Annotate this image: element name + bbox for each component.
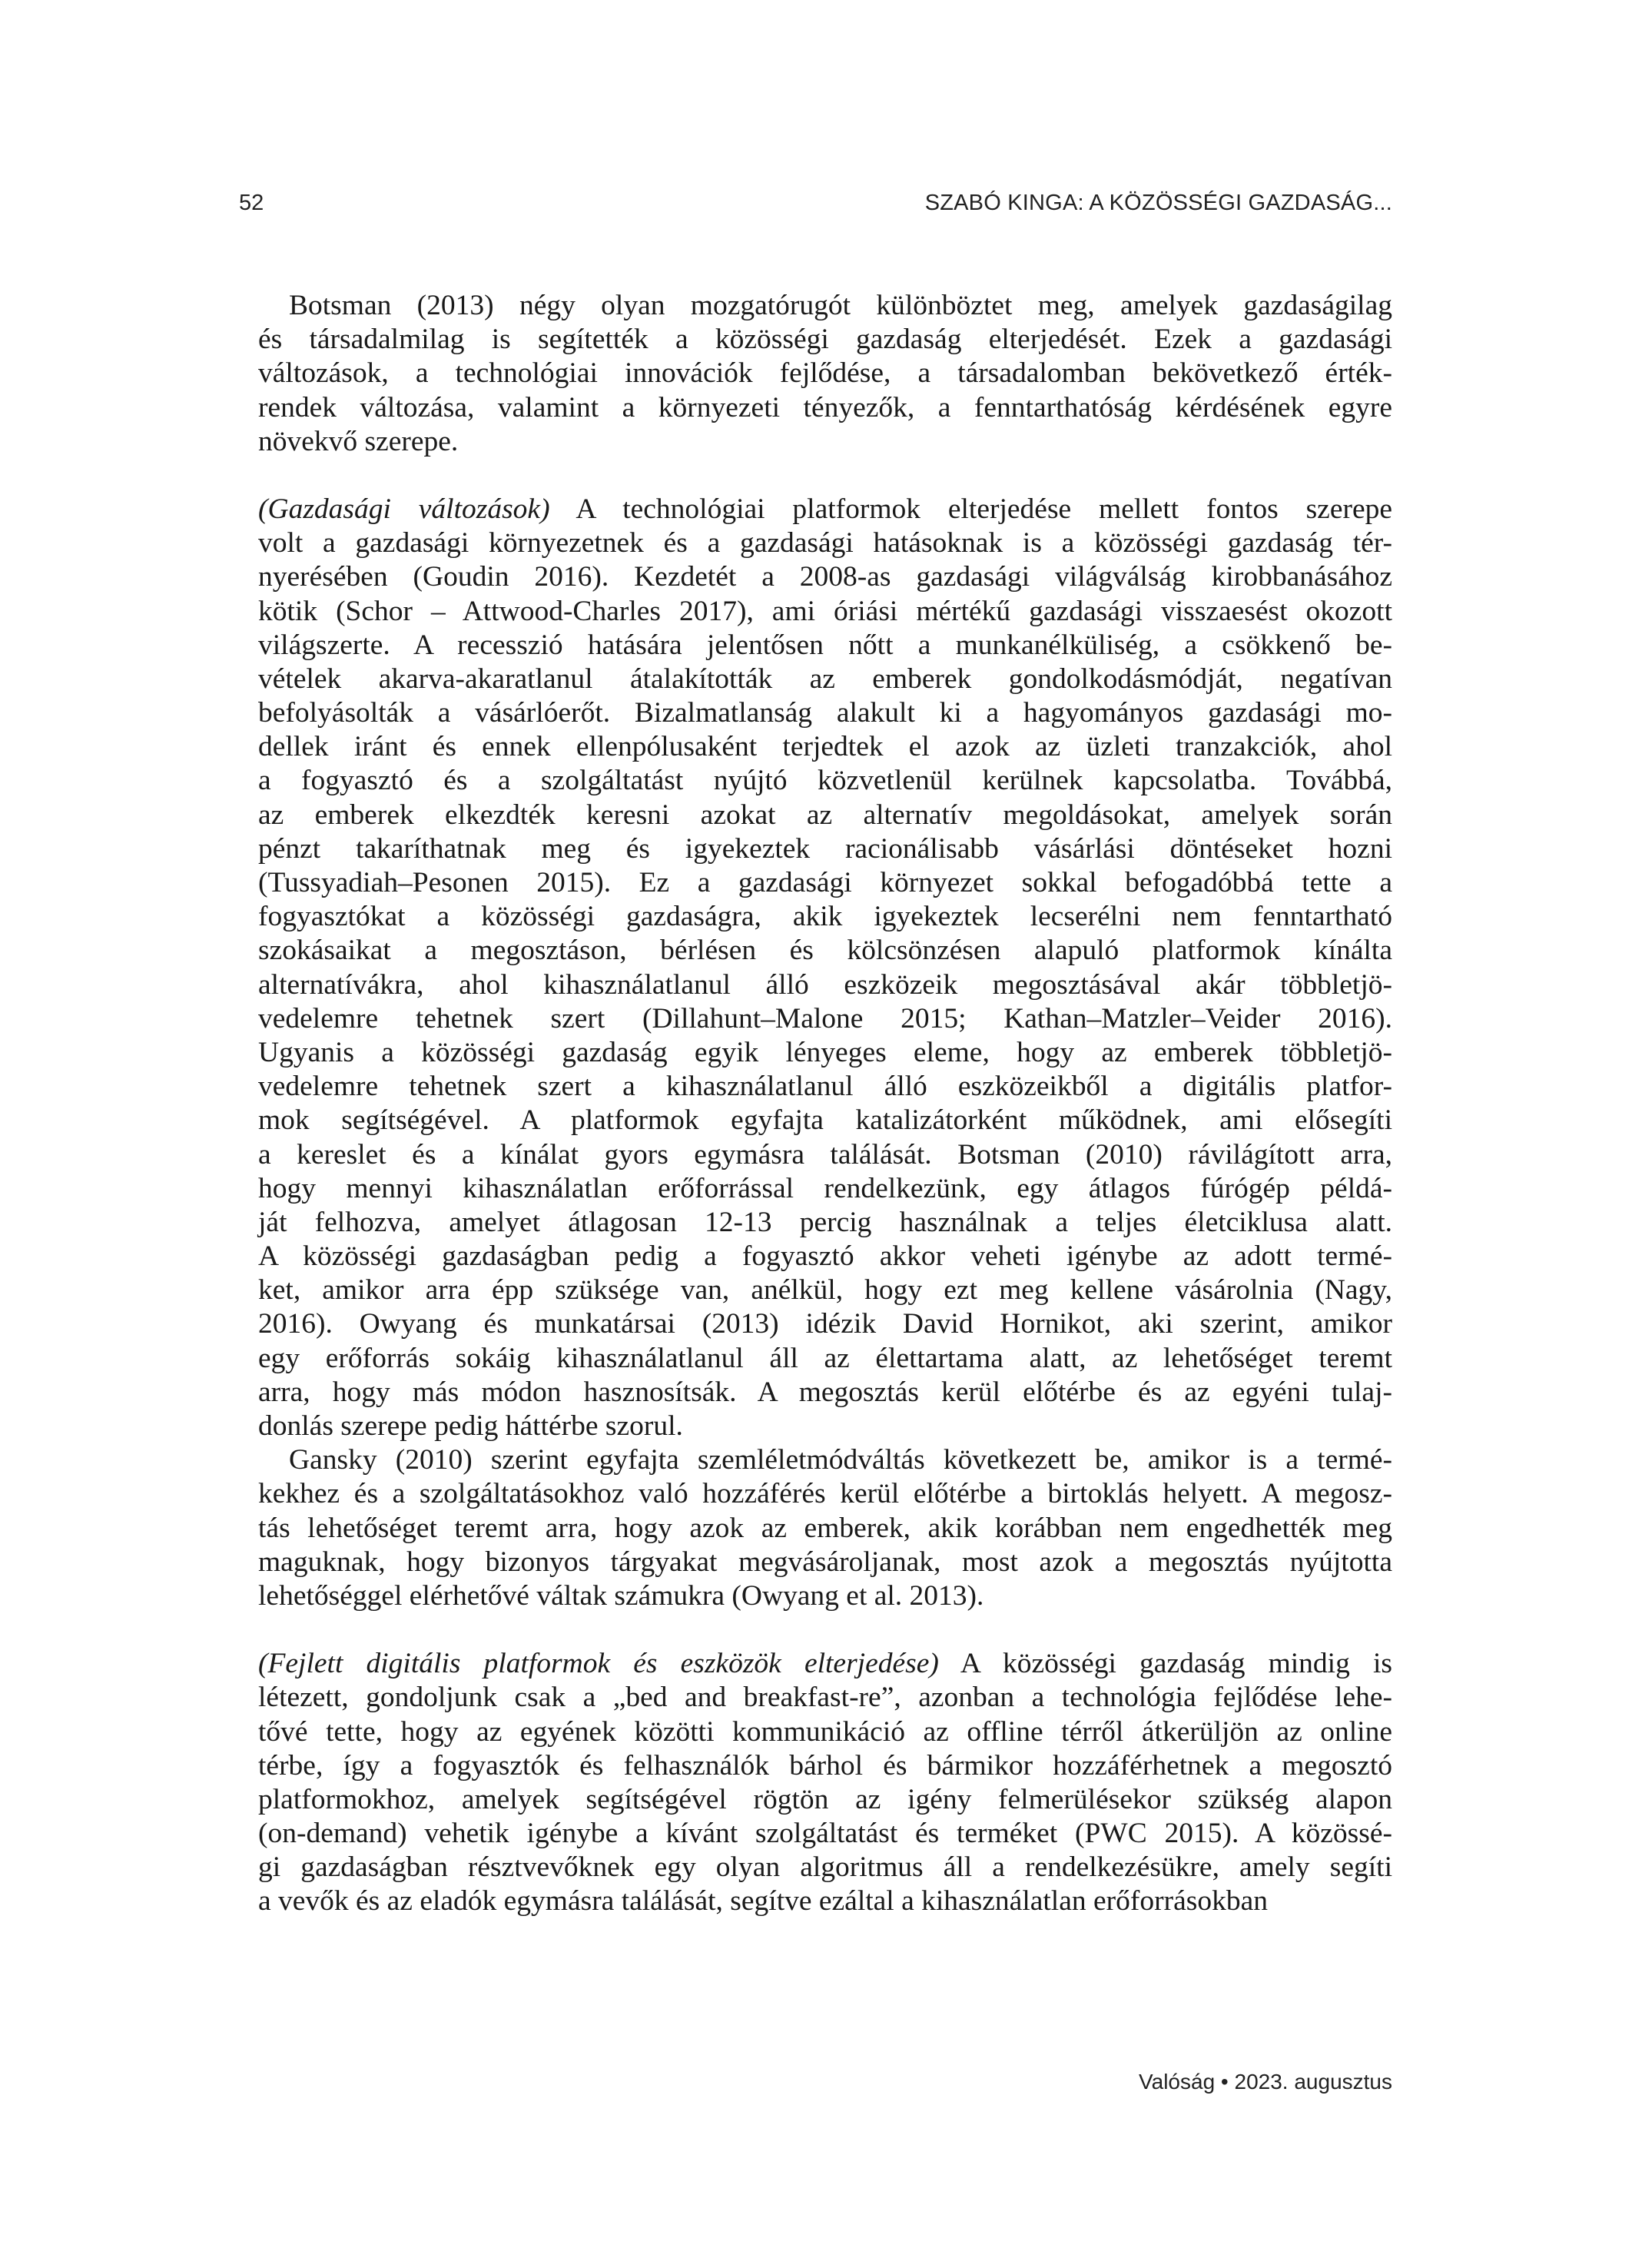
text-line bbox=[258, 1512, 1392, 1546]
page-number: 52 bbox=[239, 191, 264, 215]
line-text: a fogyasztó és a szolgáltatást nyújtó közvetlenül kerülnek kapcsolatba. Továbbá, bbox=[258, 765, 1392, 797]
text-line bbox=[258, 1206, 1392, 1240]
text-line bbox=[258, 1647, 1392, 1681]
line-text: egy erőforrás sokáig kihasználatlanul áll az élettartama alatt, az lehetőséget teremt bbox=[258, 1342, 1392, 1374]
text-line bbox=[258, 1273, 1392, 1307]
paragraph bbox=[258, 1647, 1392, 1919]
paragraph bbox=[258, 1443, 1392, 1613]
text-line bbox=[258, 1036, 1392, 1070]
text-line bbox=[258, 323, 1392, 357]
line-text: fogyasztókat a közösségi gazdaságra, akik igyekeztek lecserélni nem fenntartható bbox=[258, 901, 1392, 933]
line-text: vedelemre tehetnek szert (Dillahunt–Malone 2015; Kathan–Matzler–Veider 2016). bbox=[258, 1002, 1392, 1034]
text-line bbox=[258, 357, 1392, 390]
text-line bbox=[258, 968, 1392, 1002]
line-text: tővé tette, hogy az egyének közötti kommunikáció az offline térről átkerüljön az online bbox=[258, 1715, 1392, 1748]
line-text: A közösségi gazdaság mindig is bbox=[938, 1648, 1392, 1680]
line-text: 2016). Owyang és munkatársai (2013) idézik David Hornikot, aki szerint, amikor bbox=[258, 1308, 1392, 1340]
line-text: platformokhoz, amelyek segítségével rögtön az igény felmerülésekor szükség alapon bbox=[258, 1783, 1392, 1815]
line-text: (Tussyadiah–Pesonen 2015). Ez a gazdasági környezet sokkal befogadóbbá tette a bbox=[258, 867, 1392, 898]
text-line bbox=[258, 1817, 1392, 1851]
text-line bbox=[258, 1138, 1392, 1172]
article-body bbox=[258, 289, 1392, 1919]
paragraph bbox=[258, 289, 1392, 459]
line-text: ket, amikor arra épp szüksége van, anélkül, hogy ezt meg kellene vásárolnia (Nagy, bbox=[258, 1274, 1392, 1307]
section-lead-italic: (Fejlett digitális platformok és eszközök elterjedése) bbox=[258, 1648, 939, 1680]
text-line bbox=[258, 629, 1392, 662]
text-line bbox=[258, 1172, 1392, 1206]
text-line bbox=[258, 289, 1392, 323]
line-text: mok segítségével. A platformok egyfajta katalizátorként működnek, ami elősegíti bbox=[258, 1104, 1392, 1137]
paragraph bbox=[258, 493, 1392, 1443]
text-line bbox=[258, 1851, 1392, 1884]
text-line bbox=[258, 1104, 1392, 1137]
line-text: és társadalmilag is segítették a közösségi gazdaság elterjedését. Ezek a gazdasági bbox=[258, 324, 1392, 356]
line-text: befolyásolták a vásárlóerőt. Bizalmatlanság alakult ki a hagyományos gazdasági mo- bbox=[258, 697, 1392, 729]
text-line bbox=[258, 1376, 1392, 1410]
line-text: a vevők és az eladók egymásra találását, segítve ezáltal a kihasználatlan erőforrásokban bbox=[258, 1885, 1268, 1918]
line-text: vedelemre tehetnek szert a kihasználatlanul álló eszközeikből a digitális platfor- bbox=[258, 1071, 1392, 1103]
text-line bbox=[258, 1884, 1392, 1918]
line-text: világszerte. A recesszió hatására jelentősen nőtt a munkanélküliség, a csökkenő be- bbox=[258, 629, 1392, 661]
line-text: maguknak, hogy bizonyos tárgyakat megvásároljanak, most azok a megosztás nyújtotta bbox=[258, 1546, 1392, 1578]
text-line bbox=[258, 1546, 1392, 1579]
text-line bbox=[258, 662, 1392, 696]
line-text: Gansky (2010) szerint egyfajta szemléletmódváltás következett be, amikor is a termé- bbox=[289, 1444, 1392, 1476]
line-text: szokásaikat a megosztáson, bérlésen és kölcsönzésen alapuló platformok kínálta bbox=[258, 935, 1392, 967]
text-line bbox=[258, 866, 1392, 900]
text-line bbox=[258, 425, 1392, 459]
text-line bbox=[258, 1410, 1392, 1443]
line-text: donlás szerepe pedig háttérbe szorul. bbox=[258, 1410, 683, 1442]
text-line bbox=[258, 696, 1392, 730]
line-text: kötik (Schor – Attwood-Charles 2017), ami óriási mértékű gazdasági visszaesést okozott bbox=[258, 595, 1392, 627]
line-text: (on-demand) vehetik igénybe a kívánt szolgáltatást és terméket (PWC 2015). A közössé- bbox=[258, 1818, 1392, 1850]
line-text: nyerésében (Goudin 2016). Kezdetét a 2008-as gazdasági világválság kirobbanásához bbox=[258, 561, 1392, 593]
text-line bbox=[258, 1443, 1392, 1477]
text-line bbox=[258, 595, 1392, 629]
text-line bbox=[258, 1579, 1392, 1613]
line-text: alternatívákra, ahol kihasználatlanul álló eszközeik megosztásával akár többletjö- bbox=[258, 968, 1392, 1001]
text-line bbox=[258, 1307, 1392, 1341]
section-lead-italic: (Gazdasági változások) bbox=[258, 493, 550, 525]
page-header bbox=[239, 191, 1392, 221]
line-text: gi gazdaságban résztvevőknek egy olyan algoritmus áll a rendelkezésükre, amely segíti bbox=[258, 1851, 1392, 1884]
text-line bbox=[258, 832, 1392, 866]
text-line bbox=[258, 526, 1392, 560]
text-line bbox=[258, 1070, 1392, 1104]
line-text: volt a gazdasági környezetnek és a gazdasági hatásoknak is a közösségi gazdaság tér- bbox=[258, 527, 1392, 560]
text-line bbox=[258, 934, 1392, 968]
line-text: Ugyanis a közösségi gazdaság egyik lényeges eleme, hogy az emberek többletjö- bbox=[258, 1036, 1392, 1068]
text-line bbox=[258, 730, 1392, 764]
text-line bbox=[258, 560, 1392, 594]
page-footer: Valóság • 2023. augusztus bbox=[1139, 2070, 1392, 2094]
line-text: rendek változása, valamint a környezeti tényezők, a fenntarthatóság kérdésének egyre bbox=[258, 391, 1392, 423]
text-line bbox=[258, 1477, 1392, 1511]
line-text: hogy mennyi kihasználatlan erőforrással rendelkezünk, egy átlagos fúrógép példá- bbox=[258, 1172, 1392, 1204]
line-text: lehetőséggel elérhetővé váltak számukra (Owyang et al. 2013). bbox=[258, 1579, 984, 1612]
line-text: tás lehetőséget teremt arra, hogy azok az emberek, akik korábban nem engedhették meg bbox=[258, 1512, 1392, 1544]
text-line bbox=[258, 900, 1392, 934]
line-text: kekhez és a szolgáltatásokhoz való hozzáférés kerül előtérbe a birtoklás helyett. A megosz- bbox=[258, 1478, 1392, 1510]
running-title: SZABÓ KINGA: A KÖZÖSSÉGI GAZDASÁG... bbox=[924, 191, 1392, 215]
line-text: dellek iránt és ennek ellenpólusaként terjedtek el azok az üzleti tranzakciók, ahol bbox=[258, 731, 1392, 763]
line-text: A közösségi gazdaságban pedig a fogyasztó akkor veheti igénybe az adott termé- bbox=[258, 1240, 1392, 1273]
line-text: növekvő szerepe. bbox=[258, 425, 459, 457]
text-line bbox=[258, 493, 1392, 526]
text-line bbox=[258, 799, 1392, 832]
line-text: arra, hogy más módon hasznosítsák. A megosztás kerül előtérbe és az egyéni tulaj- bbox=[258, 1376, 1392, 1408]
line-text: a kereslet és a kínálat gyors egymásra találását. Botsman (2010) rávilágított arra, bbox=[258, 1138, 1392, 1171]
line-text: A technológiai platformok elterjedése mellett fontos szerepe bbox=[549, 493, 1392, 525]
line-text: vételek akarva-akaratlanul átalakították az emberek gondolkodásmódját, negatívan bbox=[258, 662, 1392, 695]
line-text: Botsman (2013) négy olyan mozgatórugót különböztet meg, amelyek gazdaságilag bbox=[289, 290, 1392, 321]
line-text: térbe, így a fogyasztók és felhasználók bárhol és bármikor hozzáférhetnek a megosztó bbox=[258, 1749, 1392, 1782]
text-line bbox=[258, 1681, 1392, 1715]
text-line bbox=[258, 1715, 1392, 1749]
line-text: változások, a technológiai innovációk fejlődése, a társadalomban bekövetkező érték- bbox=[258, 357, 1392, 390]
line-text: az emberek elkezdték keresni azokat az alternatív megoldásokat, amelyek során bbox=[258, 799, 1392, 831]
text-line bbox=[258, 1002, 1392, 1036]
line-text: ját felhozva, amelyet átlagosan 12-13 percig használnak a teljes életciklusa alatt. bbox=[258, 1206, 1392, 1238]
text-line bbox=[258, 1240, 1392, 1273]
text-line bbox=[258, 1749, 1392, 1783]
line-text: létezett, gondoljunk csak a „bed and breakfast-re”, azonban a technológia fejlődése lehe- bbox=[258, 1682, 1392, 1714]
text-line bbox=[258, 1783, 1392, 1817]
text-line bbox=[258, 764, 1392, 798]
text-line bbox=[258, 1342, 1392, 1376]
line-text: pénzt takaríthatnak meg és igyekeztek racionálisabb vásárlási döntéseket hozni bbox=[258, 832, 1392, 865]
text-line bbox=[258, 391, 1392, 425]
